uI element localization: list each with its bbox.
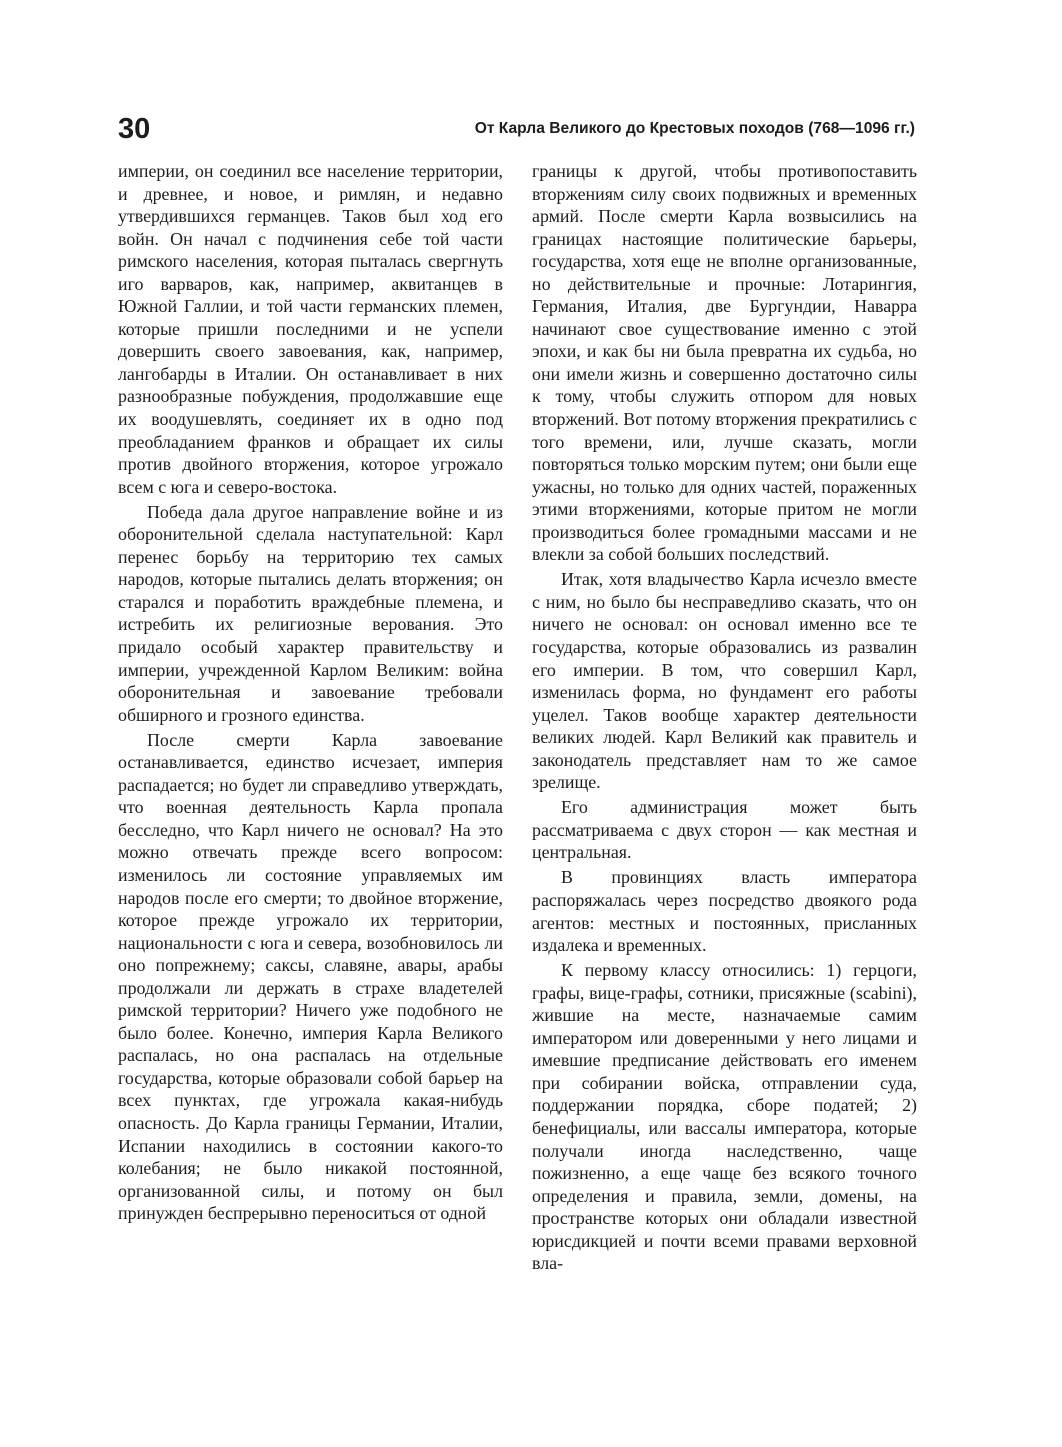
paragraph: империи, он соединил все население территории, и древнее, и новое, и римлян, и недавно утвердившихся германцев. Таков был ход его войн. Он начал с подчинения себе той части римского населения, которая пыталась свергнуть иго варваров, как, например, аквитанцев в Южной Галлии, и той части германских племен, которые пришли последними и не успели довершить своего завоевания, как, например, лангобарды в Италии. Он останавливает в них разнообразные побуждения, продолжавшие еще их воодушевлять, соединяет их в одно под преобладанием франков и обращает их силы против двойного вторжения, которое угрожало всем с юга и северо-востока. <box>118 161 503 497</box>
paragraph: границы к другой, чтобы противопоставить вторжениям силу своих подвижных и временных армий. После смерти Карла возвысились на границах настоящие политические барьеры, государства, хотя еще не вполне организованные, но действительные и прочные: Лотарингия, Германия, Италия, две Бургундии, Наварра начинают свое существование именно с этой эпохи, и как бы ни была превратна их судьба, но они имели жизнь и совершенно достаточно силы к тому, чтобы служить отпором для новых вторжений. Вот потому вторжения прекратились с того времени, или, лучше сказать, могли повторяться только морским путем; они были еще ужасны, но только для одних частей, пораженных этими вторжениями, которые притом не могли производиться более громадными массами и не влекли за собой больших последствий. <box>532 161 917 565</box>
left-column <box>118 160 503 1225</box>
right-column <box>532 160 917 1275</box>
page-number: 30 <box>118 113 151 145</box>
paragraph: Его администрация может быть рассматриваема с двух сторон — как местная и центральная. <box>532 797 917 863</box>
paragraph: К первому классу относились: 1) герцоги, графы, вице-графы, сотники, присяжные (scabini), жившие на месте, назначаемые самим императором или доверенными у него лицами и имевшие предписание действовать его именем при собирании войска, отправлении суда, поддержании порядка, сборе податей; 2) бенефициалы, или вассалы императора, которые получали иногда наследственно, чаще пожизненно, а еще чаще без всякого точного определения и правила, земли, домены, на пространстве которых они обладали известной юрисдикцией и почти всеми правами верховной вла- <box>532 960 917 1274</box>
paragraph: После смерти Карла завоевание останавливается, единство исчезает, империя распадается; но будет ли справедливо утверждать, что военная деятельность Карла пропала бесследно, что Карл ничего не основал? На это можно отвечать прежде всего вопросом: изменилось ли состояние управляемых им народов после его смерти; то двойное вторжение, которое прежде угрожало их территории, национальности с юга и севера, возобновилось ли оно попрежнему; саксы, славяне, авары, арабы продолжали ли держать в страхе владетелей римской территории? Ничего уже подобного не было более. Конечно, империя Карла Великого распалась, но она распалась на отдельные государства, которые образовали собой барьер на всех пунктах, где угрожала какая-нибудь опасность. До Карла границы Германии, Италии, Испании находились в состоянии какого-то колебания; не было никакой постоянной, организованной силы, и потому он был принужден беспрерывно переноситься от одной <box>118 729 503 1224</box>
paragraph: Победа дала другое направление войне и из оборонительной сделала наступательной: Карл перенес борьбу на территорию тех самых народов, которые пытались делать вторжения; он старался и поработить враждебные племена, и истребить их религиозные верования. Это придало особый характер правительству и империи, учрежденной Карлом Великим: война оборонительная и завоевание требовали обширного и грозного единства. <box>118 501 503 725</box>
paragraph: В провинциях власть императора распоряжалась через посредство двоякого рода агентов: местных и постоянных, присланных издалека и временных. <box>532 867 917 956</box>
paragraph: Итак, хотя владычество Карла исчезло вместе с ним, но было бы несправедливо сказать, что он ничего не основал: он основал именно все те государства, которые образовались из развалин его империи. В том, что совершил Карл, изменилась форма, но фундамент его работы уцелел. Таков вообще характер деятельности великих людей. Карл Великий как правитель и законодатель представляет нам то же самое зрелище. <box>532 569 917 793</box>
running-head: От Карла Великого до Крестовых походов (768—1096 гг.) <box>474 120 915 137</box>
